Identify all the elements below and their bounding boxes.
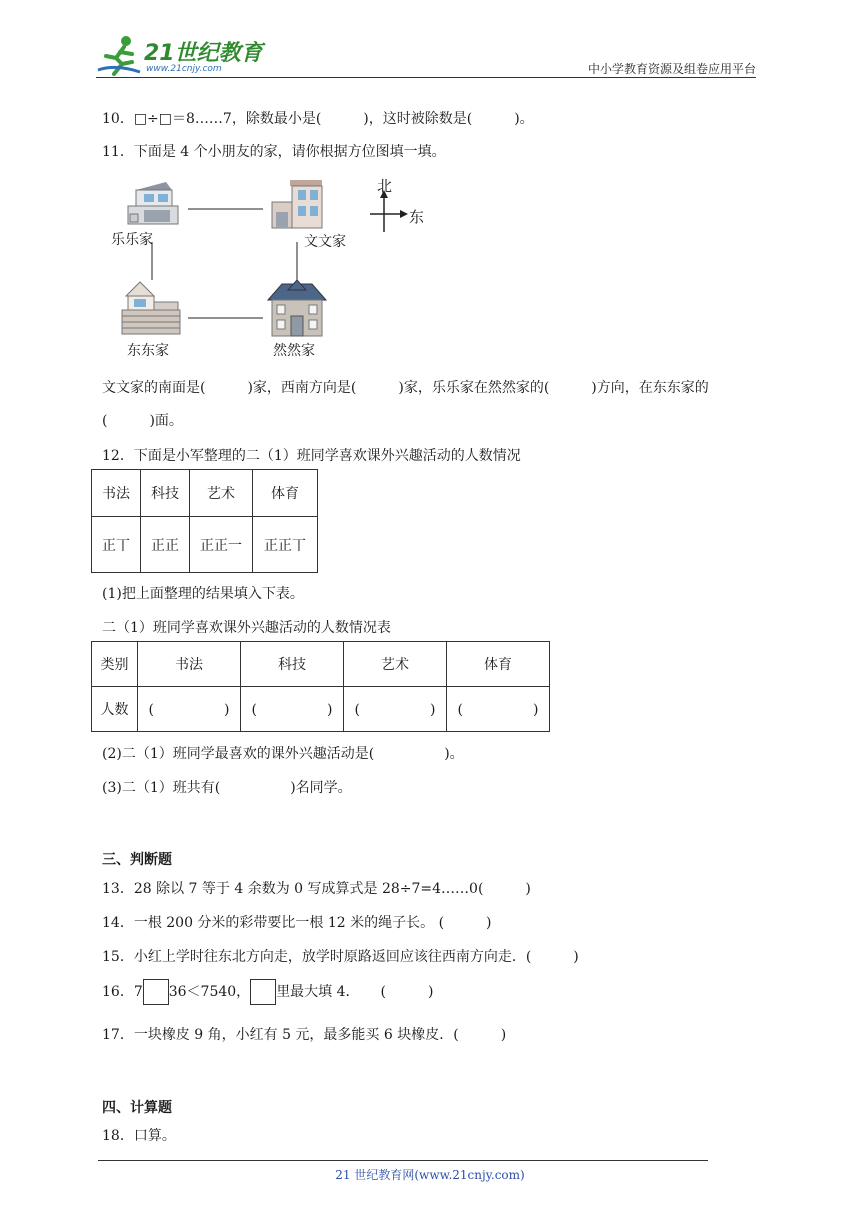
- result-header: 体育: [447, 642, 550, 687]
- house-dongdong-icon: [120, 280, 182, 336]
- question-11-line2: ( )面。: [102, 413, 183, 429]
- section-3-heading: 三、判断题: [102, 852, 172, 868]
- question-16-part-a: 16．7: [102, 984, 143, 1000]
- tally-value: 正丅: [92, 517, 141, 573]
- answer-blank[interactable]: ( ): [241, 687, 344, 732]
- house-label-wenwen: 文文家: [304, 234, 346, 250]
- digit-blank-box[interactable]: [143, 979, 169, 1005]
- tally-value: 正正丅: [253, 517, 318, 573]
- compass-east-label: 东: [409, 208, 425, 226]
- house-ranran-icon: [266, 280, 328, 338]
- compass-north-label: 北: [377, 177, 393, 195]
- direction-map: [100, 170, 440, 365]
- question-12-part1: (1)把上面整理的结果填入下表。: [102, 586, 304, 602]
- house-lele-icon: [122, 180, 182, 226]
- tally-header: 体育: [253, 470, 318, 517]
- tally-table: [91, 469, 318, 573]
- house-label-ranran: 然然家: [273, 343, 315, 359]
- question-11-title: 11．下面是 4 个小朋友的家，请你根据方位图填一填。: [102, 144, 446, 160]
- question-12-part2: (2)二（1）班同学最喜欢的课外兴趣活动是( )。: [102, 746, 464, 762]
- question-17: 17．一块橡皮 9 角，小红有 5 元，最多能买 6 块橡皮．( ): [102, 1027, 507, 1043]
- question-15: 15．小红上学时往东北方向走，放学时原路返回应该往西南方向走．( ): [102, 949, 579, 965]
- logo-text: 21世纪教育: [144, 41, 263, 66]
- tally-value: 正正一: [190, 517, 253, 573]
- question-16: [102, 979, 433, 1005]
- question-14: 14．一根 200 分米的彩带要比一根 12 米的绳子长。 ( ): [102, 915, 492, 931]
- house-label-lele: 乐乐家: [111, 232, 153, 248]
- result-header: 艺术: [344, 642, 447, 687]
- question-11-line1: 文文家的南面是( )家，西南方向是( )家，乐乐家在然然家的( )方向，在东东家的: [102, 380, 709, 396]
- digit-blank-box[interactable]: [250, 979, 276, 1005]
- question-18: 18．口算。: [102, 1128, 176, 1144]
- result-header: 书法: [138, 642, 241, 687]
- answer-blank[interactable]: ( ): [447, 687, 550, 732]
- runner-icon: [96, 34, 146, 76]
- logo-url: www.21cnjy.com: [146, 64, 222, 74]
- tally-header: 书法: [92, 470, 141, 517]
- tally-value: 正正: [141, 517, 190, 573]
- tally-header: 科技: [141, 470, 190, 517]
- result-row-label: 人数: [92, 687, 138, 732]
- answer-blank[interactable]: ( ): [344, 687, 447, 732]
- footer-text[interactable]: 21 世纪教育网(www.21cnjy.com): [335, 1168, 525, 1182]
- question-16-part-b: 36＜7540，: [168, 984, 251, 1000]
- answer-blank[interactable]: ( ): [138, 687, 241, 732]
- footer-rule: [98, 1160, 708, 1161]
- logo: [96, 34, 266, 76]
- house-wenwen-icon: [268, 178, 328, 230]
- result-header: 类别: [92, 642, 138, 687]
- question-12-part3: (3)二（1）班共有( )名同学。: [102, 780, 352, 796]
- question-10: 10．□÷□＝8……7，除数最小是( )，这时被除数是( )。: [102, 111, 534, 127]
- platform-name: 中小学教育资源及组卷应用平台: [587, 62, 756, 76]
- header-rule: [96, 77, 756, 78]
- section-4-heading: 四、计算题: [102, 1100, 172, 1116]
- tally-header: 艺术: [190, 470, 253, 517]
- question-16-part-c: 里最大填 4． ( ): [276, 984, 434, 1000]
- question-12-title: 12．下面是小军整理的二（1）班同学喜欢课外兴趣活动的人数情况: [102, 448, 521, 464]
- result-header: 科技: [241, 642, 344, 687]
- result-table: [91, 641, 550, 732]
- question-13: 13．28 除以 7 等于 4 余数为 0 写成算式是 28÷7=4……0( ): [102, 881, 531, 897]
- question-12-table-title: 二（1）班同学喜欢课外兴趣活动的人数情况表: [102, 620, 391, 636]
- house-label-dongdong: 东东家: [127, 343, 169, 359]
